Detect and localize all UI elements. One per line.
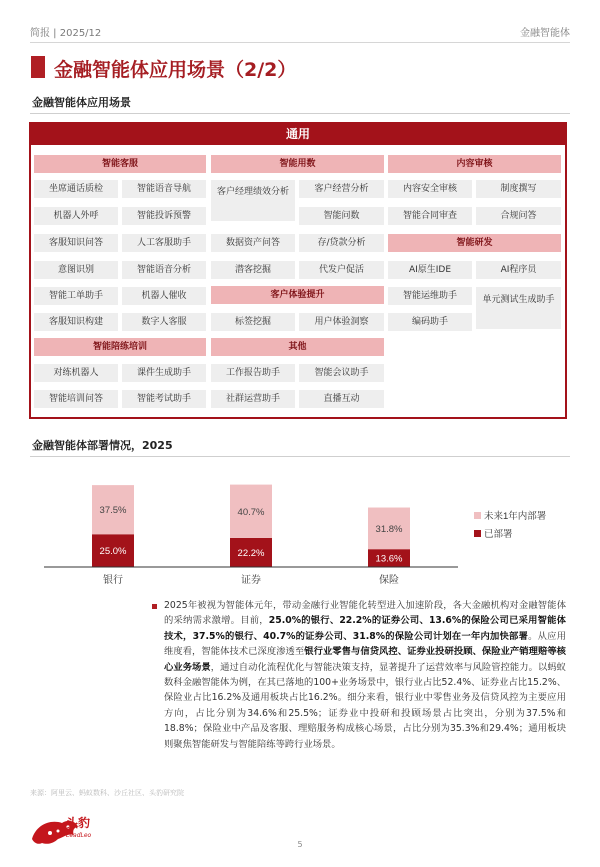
list-item: 制度撰写 (476, 180, 561, 198)
data-label: 22.2% (237, 547, 265, 559)
table-header-general: 通用 (31, 124, 565, 145)
title-accent-bar (31, 56, 45, 78)
list-item: 智能投诉预警 (122, 207, 206, 225)
paragraph-highlight: 25.0%的银行、22.2%的证券公司、13.6%的保险公司已采用智能体技术，37.5%的银行、40.7%的证券公司、31.8%的保险公司计划在一年内加快部署 (164, 615, 566, 642)
brand-subtitle: LeadLeo (66, 832, 92, 839)
category-smart-service: 智能客服 (34, 155, 206, 173)
list-item: 潜客挖掘 (211, 261, 295, 279)
paragraph-text: 2025年被视为智能体元年，带动金融行业智能化转型进入加速阶段，各大金融机构对金融智能体的采纳需求激增。目前， (164, 600, 566, 627)
report-topic: 金融智能体 (520, 28, 570, 39)
list-item: 意图识别 (34, 261, 118, 279)
list-item: 编码助手 (388, 313, 472, 331)
list-item: 数据资产问答 (211, 234, 295, 252)
report-label: 简报 | 2025/12 (30, 28, 102, 39)
deployment-chart (0, 470, 600, 595)
category-smart-rnd: 智能研发 (388, 234, 561, 252)
list-item: 智能考试助手 (122, 390, 206, 408)
list-item: 机器人外呼 (34, 207, 118, 225)
list-item: 智能语音分析 (122, 261, 206, 279)
list-item: 社群运营助手 (211, 390, 295, 408)
list-item: 智能会议助手 (299, 364, 384, 382)
category-smart-data: 智能用数 (211, 155, 384, 173)
page-title: 金融智能体应用场景（2/2） (54, 59, 297, 81)
category-content-audit: 内容审核 (388, 155, 561, 173)
legend-label: 未来1年内部署 (484, 511, 547, 522)
scenario-table (29, 122, 567, 419)
list-item: 合规问答 (476, 207, 561, 225)
section-divider (30, 113, 570, 114)
category-customer-experience: 客户体验提升 (211, 286, 384, 304)
list-item: 存/贷款分析 (299, 234, 384, 252)
header-divider (30, 42, 570, 43)
list-item: 客户经理绩效分析 (211, 180, 295, 221)
paragraph-highlight: 银行业零售与信贷风控、证券业投研投顾、保险业产销理赔等核心业务场景 (164, 646, 566, 673)
source-note: 来源：阿里云、蚂蚁数科、沙丘社区、头豹研究院 (30, 789, 184, 797)
page-number: 5 (297, 840, 303, 849)
section-divider (30, 456, 570, 457)
list-item: 人工客服助手 (122, 234, 206, 252)
list-item: 直播互动 (299, 390, 384, 408)
legend-swatch (474, 530, 481, 537)
x-tick-label: 证券 (241, 575, 261, 586)
list-item: 机器人催收 (122, 287, 206, 305)
list-item: 智能合同审查 (388, 207, 472, 225)
list-item: 智能运维助手 (388, 287, 472, 305)
legend-label: 已部署 (484, 529, 513, 540)
list-item: 智能培训问答 (34, 390, 118, 408)
data-label: 40.7% (237, 506, 265, 518)
list-item: 智能语音导航 (122, 180, 206, 198)
list-item: AI原生IDE (388, 261, 472, 279)
list-item: 客户经营分析 (299, 180, 384, 198)
paragraph-text: ，通过自动化流程优化与智能决策支持，显著提升了运营效率与风险管控能力。以蚂蚁数科金融智能体为例，在其已落地的100+业务场景中，银行业占比52.4%、证券业占比15.2%、保险业占比16.2%及通用板块占比16.2%。细分来看，银行业中零售业务及信贷风控为主要应用方向，占比分别为34.6%和25.5%；证券业中投研和投顾场景占比突出，分别为37.5%和18.8%；保险业中产品及客服、理赔服务构成核心场景，占比分别为35.3%和29.4%；通用板块则聚焦智能研发与智能陪练等跨行业场景。 (164, 661, 566, 750)
category-training: 智能陪练培训 (34, 338, 206, 356)
bullet-marker (152, 604, 157, 609)
list-item: 用户体验洞察 (299, 313, 384, 331)
list-item: 课件生成助手 (122, 364, 206, 382)
brand-name: 头豹 (66, 816, 91, 830)
section-title-deployment: 金融智能体部署情况，2025 (32, 439, 173, 452)
section-title-scenarios: 金融智能体应用场景 (32, 96, 131, 109)
list-item: 标签挖掘 (211, 313, 295, 331)
list-item: 单元测试生成助手 (476, 287, 561, 329)
data-label: 25.0% (99, 546, 127, 558)
list-item: AI程序员 (476, 261, 561, 279)
list-item: 智能问数 (299, 207, 384, 225)
paragraph-text: 。从应用维度看，智能体技术已深度渗透至 (164, 630, 566, 658)
list-item: 工作报告助手 (211, 364, 295, 382)
x-tick-label: 保险 (379, 575, 399, 586)
data-label: 37.5% (99, 505, 127, 517)
list-item: 代发户促活 (299, 261, 384, 279)
list-item: 智能工单助手 (34, 287, 118, 305)
list-item: 对练机器人 (34, 364, 118, 382)
summary-paragraph (164, 598, 566, 752)
category-other: 其他 (211, 338, 384, 356)
list-item: 客服知识构建 (34, 313, 118, 331)
list-item: 数字人客服 (122, 313, 206, 331)
data-label: 31.8% (375, 523, 403, 535)
list-item: 坐席通话质检 (34, 180, 118, 198)
legend-swatch (474, 512, 481, 519)
x-tick-label: 银行 (103, 575, 123, 586)
data-label: 13.6% (375, 553, 403, 565)
list-item: 内容安全审核 (388, 180, 472, 198)
list-item: 客服知识问答 (34, 234, 118, 252)
